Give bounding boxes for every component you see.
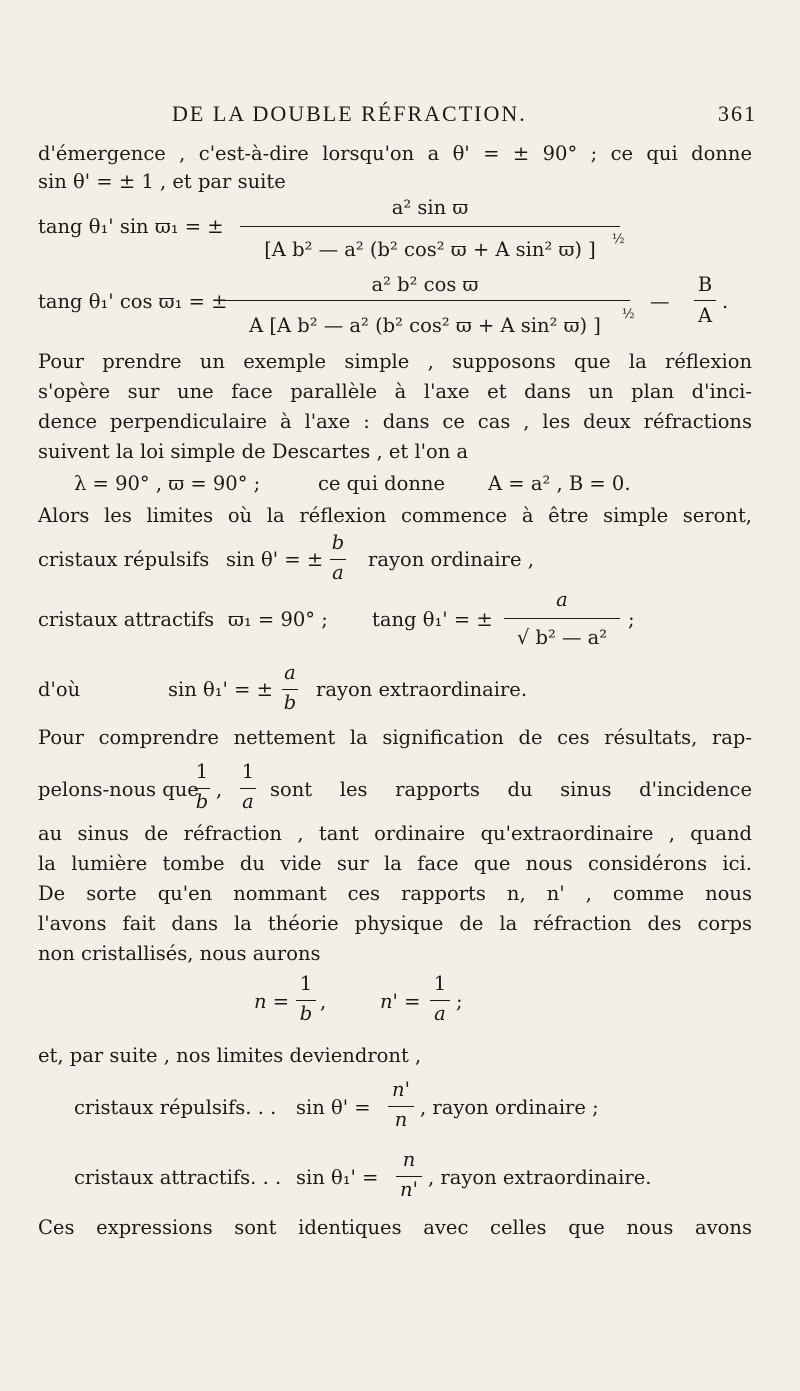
- conditions-result: A = a² , B = 0.: [488, 472, 631, 495]
- eq-lhs: ϖ₁ = 90° ;: [228, 608, 328, 631]
- fraction-bar: [388, 1106, 414, 1107]
- eq-semicolon: ;: [628, 608, 635, 631]
- text-line: d'émergence , c'est-à-dire lorsqu'on a θ' = ± 90° ; ce qui donne: [38, 142, 752, 165]
- text-line: De sorte qu'en nommant ces rapports n, n' , comme nous: [38, 882, 752, 905]
- conditions-values: λ = 90° , ϖ = 90° ;: [74, 472, 261, 495]
- eq-lhs: sin θ₁' = ±: [168, 678, 273, 701]
- fraction-bar: [282, 689, 298, 690]
- eq-label: cristaux attractifs: [38, 608, 215, 631]
- eq-numerator: a² b² cos ϖ: [371, 273, 479, 296]
- fraction-bar: [296, 1000, 316, 1001]
- text-line: s'opère sur une face parallèle à l'axe et dans un plan d'inci-: [38, 380, 752, 403]
- eq-label: cristaux répulsifs: [38, 548, 210, 571]
- eq-label: cristaux répulsifs. . .: [74, 1096, 277, 1119]
- fraction-bar: [194, 788, 210, 789]
- text-line: au sinus de réfraction , tant ordinaire qu'extraordinaire , quand: [38, 822, 752, 845]
- eq-denominator: b: [283, 691, 297, 714]
- eq-tail: , rayon ordinaire ;: [420, 1096, 599, 1119]
- text-line: sin θ' = ± 1 , et par suite: [38, 170, 286, 193]
- text-line: et, par suite , nos limites deviendront ,: [38, 1044, 422, 1067]
- text-line: Ces expressions sont identiques avec celles que nous avons: [38, 1216, 752, 1239]
- fraction-bar: [330, 559, 346, 560]
- eq-denominator: A [A b² — a² (b² cos² ϖ + A sin² ϖ) ]: [249, 314, 601, 337]
- eq-lhs: sin θ' = ±: [226, 548, 324, 571]
- fraction-bar: [430, 1000, 450, 1001]
- text-line: la lumière tombe du vide sur la face que nous considérons ici.: [38, 852, 752, 875]
- eq-denominator: [A b² — a² (b² cos² ϖ + A sin² ϖ) ]: [264, 238, 596, 261]
- eq-numerator: 1: [433, 972, 447, 995]
- text-line: Pour prendre un exemple simple , supposons que la réflexion: [38, 350, 752, 373]
- eq-tail: rayon extraordinaire.: [316, 678, 528, 701]
- eq-numerator: a: [556, 588, 568, 611]
- eq-denominator: a: [434, 1002, 446, 1025]
- text-line: pelons-nous que: [38, 778, 199, 801]
- eq-dot: .: [722, 290, 729, 313]
- eq-tail: rayon ordinaire ,: [368, 548, 534, 571]
- eq-label: cristaux attractifs. . .: [74, 1166, 282, 1189]
- eq-numerator: n': [392, 1078, 410, 1101]
- eq-numerator: b: [331, 531, 345, 554]
- eq-lhs: tang θ₁' cos ϖ₁ = ±: [38, 290, 228, 313]
- eq-denominator: n': [400, 1178, 418, 1201]
- text-line: l'avons fait dans la théorie physique de la réfraction des corps: [38, 912, 752, 935]
- fraction-bar: [504, 618, 620, 619]
- eq-denominator: a: [242, 790, 254, 813]
- conditions-text: ce qui donne: [318, 472, 446, 495]
- eq-lhs: n' =: [380, 990, 421, 1013]
- eq-exponent: ½: [622, 307, 635, 322]
- semicolon: ;: [456, 990, 463, 1013]
- eq-label: d'où: [38, 678, 81, 701]
- fraction-bar: [240, 788, 256, 789]
- fraction-bar: [694, 300, 716, 301]
- running-title: DE LA DOUBLE RÉFRACTION.: [172, 101, 527, 126]
- fraction-bar: [220, 300, 630, 301]
- eq-denominator: n: [394, 1108, 408, 1131]
- eq-minus: —: [650, 290, 670, 313]
- text-line: Pour comprendre nettement la signification de ces résultats, rap-: [38, 726, 752, 749]
- eq-exponent: ½: [612, 232, 625, 247]
- text-line: non cristallisés, nous aurons: [38, 942, 321, 965]
- eq-denominator: √ b² — a²: [516, 626, 608, 649]
- eq-lhs: tang θ₁' = ±: [372, 608, 493, 631]
- eq-numerator-b: B: [697, 273, 713, 296]
- eq-numerator: a² sin ϖ: [391, 196, 469, 219]
- eq-lhs: n =: [254, 990, 290, 1013]
- text-line: dence perpendiculaire à l'axe : dans ce cas , les deux réfractions: [38, 410, 752, 433]
- eq-denominator: a: [332, 561, 344, 584]
- eq-numerator: 1: [299, 972, 313, 995]
- eq-denominator-a: A: [697, 304, 713, 327]
- eq-tail: , rayon extraordinaire.: [428, 1166, 652, 1189]
- eq-numerator: 1: [241, 760, 255, 783]
- fraction-bar: [396, 1176, 422, 1177]
- eq-lhs: tang θ₁' sin ϖ₁ = ±: [38, 215, 224, 238]
- text-line: Alors les limites où la réflexion commence à être simple seront,: [38, 504, 752, 527]
- eq-denominator: b: [195, 790, 209, 813]
- comma: ,: [216, 778, 223, 801]
- fraction-bar: [240, 226, 620, 227]
- eq-numerator: 1: [195, 760, 209, 783]
- eq-numerator: a: [284, 661, 296, 684]
- eq-numerator: n: [402, 1148, 416, 1171]
- page-number: 361: [718, 101, 757, 126]
- eq-lhs: sin θ₁' =: [296, 1166, 379, 1189]
- eq-lhs: sin θ' =: [296, 1096, 371, 1119]
- comma: ,: [320, 990, 327, 1013]
- text-line: suivent la loi simple de Descartes , et l'on a: [38, 440, 469, 463]
- text-line: sont les rapports du sinus d'incidence: [270, 778, 752, 801]
- eq-denominator: b: [299, 1002, 313, 1025]
